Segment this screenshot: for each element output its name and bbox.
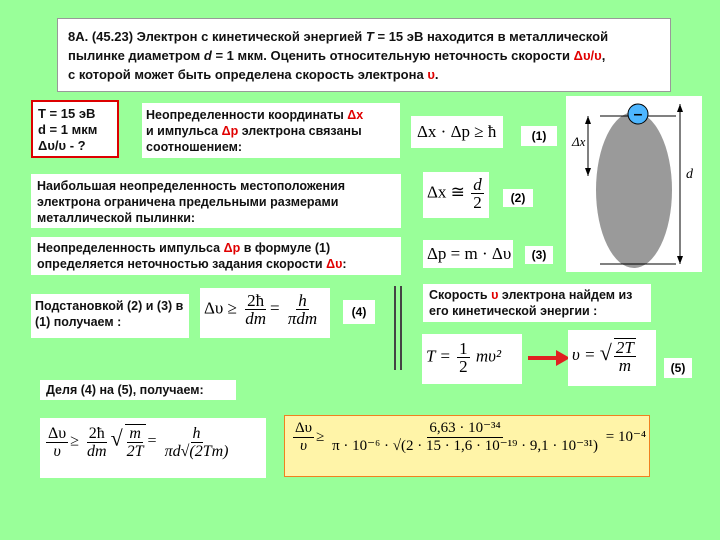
formula4-f2d: πdm bbox=[287, 309, 318, 328]
d-label: d bbox=[686, 167, 693, 182]
step3-end: : bbox=[342, 257, 347, 271]
step1-dp: Δp bbox=[221, 124, 239, 138]
problem-end: . bbox=[434, 67, 439, 82]
dust-particle-diagram bbox=[566, 96, 702, 272]
step3-b: в формуле (1) bbox=[243, 241, 331, 255]
formula4-f1d: dm bbox=[245, 309, 266, 328]
formula-derived bbox=[40, 418, 266, 478]
problem-line2-b: = 1 мкм. Оценить относительную неточность скорости bbox=[215, 48, 570, 63]
step5-v: υ bbox=[491, 288, 499, 302]
eq-number-4: (4) bbox=[343, 300, 375, 324]
formula5a-lhs: T = bbox=[426, 346, 451, 366]
step3-text bbox=[31, 237, 401, 275]
result-denominator: π · 10⁻⁶ · √(2 · 15 · 1,6 · 10⁻¹⁹ · 9,1 · 10⁻³¹) bbox=[332, 438, 599, 454]
formula4-eq: = bbox=[269, 298, 280, 318]
formula4-f1n: 2ħ bbox=[247, 291, 265, 310]
formula5b-den: m bbox=[618, 356, 631, 375]
formula-5a bbox=[422, 334, 522, 384]
step3-a: Неопределенность импульса bbox=[37, 241, 221, 255]
derived-f2d: πd√(2Tm) bbox=[164, 442, 229, 460]
step5-text bbox=[423, 284, 651, 322]
result-lhs-n: Δυ bbox=[295, 420, 313, 436]
step6-text-content: Деля (4) на (5), получаем: bbox=[46, 383, 204, 397]
given-energy: T = 15 эВ bbox=[38, 106, 96, 121]
derived-lhs-n: Δυ bbox=[48, 424, 67, 442]
formula2-den: 2 bbox=[473, 193, 482, 212]
step1-a: Неопределенности координаты bbox=[146, 108, 344, 122]
result-ge: ≥ bbox=[316, 428, 325, 445]
step3-dv: Δυ bbox=[326, 257, 343, 271]
problem-statement bbox=[57, 18, 671, 92]
derived-sqrt-d: 2T bbox=[126, 443, 144, 460]
dust-particle-ellipse bbox=[596, 112, 672, 268]
step4-text-content: Подстановкой (2) и (3) в (1) получаем : bbox=[35, 299, 184, 329]
step5-b: электрона найдем из его кинетической энергии : bbox=[429, 288, 633, 318]
derived-f1d: dm bbox=[87, 442, 107, 460]
given-box bbox=[31, 100, 119, 158]
formula-3: Δp = m · Δυ bbox=[423, 240, 513, 268]
formula4-f2n: h bbox=[298, 291, 307, 310]
formula5a-rhs: mυ² bbox=[475, 346, 502, 366]
formula-2 bbox=[423, 172, 489, 218]
step1-b2: электрона связаны bbox=[241, 124, 362, 138]
given-diameter: d = 1 мкм bbox=[38, 122, 98, 137]
problem-line2-a: пылинке диаметром bbox=[68, 48, 201, 63]
step2-text-content: Наибольшая неопределенность местоположения электрона ограничена предельными размерами металлической пылинки: bbox=[37, 179, 346, 225]
derived-sqrt-icon: √ bbox=[110, 425, 123, 451]
result-value: = 10⁻⁴ bbox=[605, 428, 647, 445]
problem-sym-dv: Δυ/υ bbox=[573, 48, 602, 63]
step3-dp: Δp bbox=[223, 241, 241, 255]
formula5b-num: 2T bbox=[615, 338, 634, 357]
step1-dx: Δx bbox=[347, 108, 364, 122]
derived-eq: = bbox=[147, 432, 157, 450]
divider-line-1 bbox=[394, 286, 396, 370]
formula-1: Δx · Δp ≥ ħ bbox=[411, 116, 503, 148]
problem-comma: , bbox=[601, 48, 606, 63]
formula5a-half-n: 1 bbox=[459, 339, 468, 358]
eq-number-5: (5) bbox=[664, 358, 692, 378]
problem-line1-b: = 15 эВ находится в металлической bbox=[377, 29, 609, 44]
given-question: Δυ/υ - ? bbox=[38, 138, 86, 153]
result-numerator: 6,63 · 10⁻³⁴ bbox=[429, 420, 501, 436]
step5-a: Скорость bbox=[429, 288, 488, 302]
formula5a-half-d: 2 bbox=[459, 357, 468, 376]
arrow-icon bbox=[528, 348, 570, 368]
eq-number-1: (1) bbox=[521, 126, 557, 146]
step1-text bbox=[142, 103, 400, 158]
step4-text bbox=[31, 294, 189, 338]
formula-4 bbox=[200, 288, 330, 338]
step2-text bbox=[31, 174, 401, 228]
divider-line-2 bbox=[400, 286, 402, 370]
problem-line3: с которой может быть определена скорость электрона bbox=[68, 67, 424, 82]
step1-b: и импульса bbox=[146, 124, 219, 138]
problem-var-t: T bbox=[365, 29, 374, 44]
derived-lhs-d: υ bbox=[53, 442, 61, 460]
derived-sqrt-n: m bbox=[129, 425, 141, 442]
eq-number-2: (2) bbox=[503, 189, 533, 207]
problem-line1-a: Электрон с кинетической энергией bbox=[136, 29, 363, 44]
sqrt-icon: √ bbox=[599, 339, 612, 365]
electron-minus: – bbox=[633, 106, 643, 123]
derived-f1n: 2ħ bbox=[88, 424, 105, 442]
formula4-lhs: Δυ ≥ bbox=[204, 298, 237, 318]
formula5b-lhs: υ = bbox=[572, 344, 596, 364]
problem-sym-v: υ bbox=[427, 67, 435, 82]
dx-label: Δx bbox=[572, 134, 586, 149]
step3-c: определяется неточностью задания скорости bbox=[37, 257, 323, 271]
step6-text bbox=[40, 380, 236, 400]
formula2-num: d bbox=[473, 175, 482, 194]
step1-c: соотношением: bbox=[146, 140, 243, 154]
derived-f2n: h bbox=[192, 424, 201, 442]
formula-result bbox=[284, 415, 650, 477]
problem-var-d: d bbox=[203, 48, 212, 63]
result-lhs-d: υ bbox=[300, 438, 307, 454]
eq-number-3: (3) bbox=[525, 246, 553, 264]
formula-5b bbox=[568, 330, 656, 386]
derived-ge: ≥ bbox=[70, 432, 79, 450]
formula2-lhs: Δx ≅ bbox=[427, 182, 465, 202]
problem-number: 8А. (45.23) bbox=[68, 29, 134, 44]
